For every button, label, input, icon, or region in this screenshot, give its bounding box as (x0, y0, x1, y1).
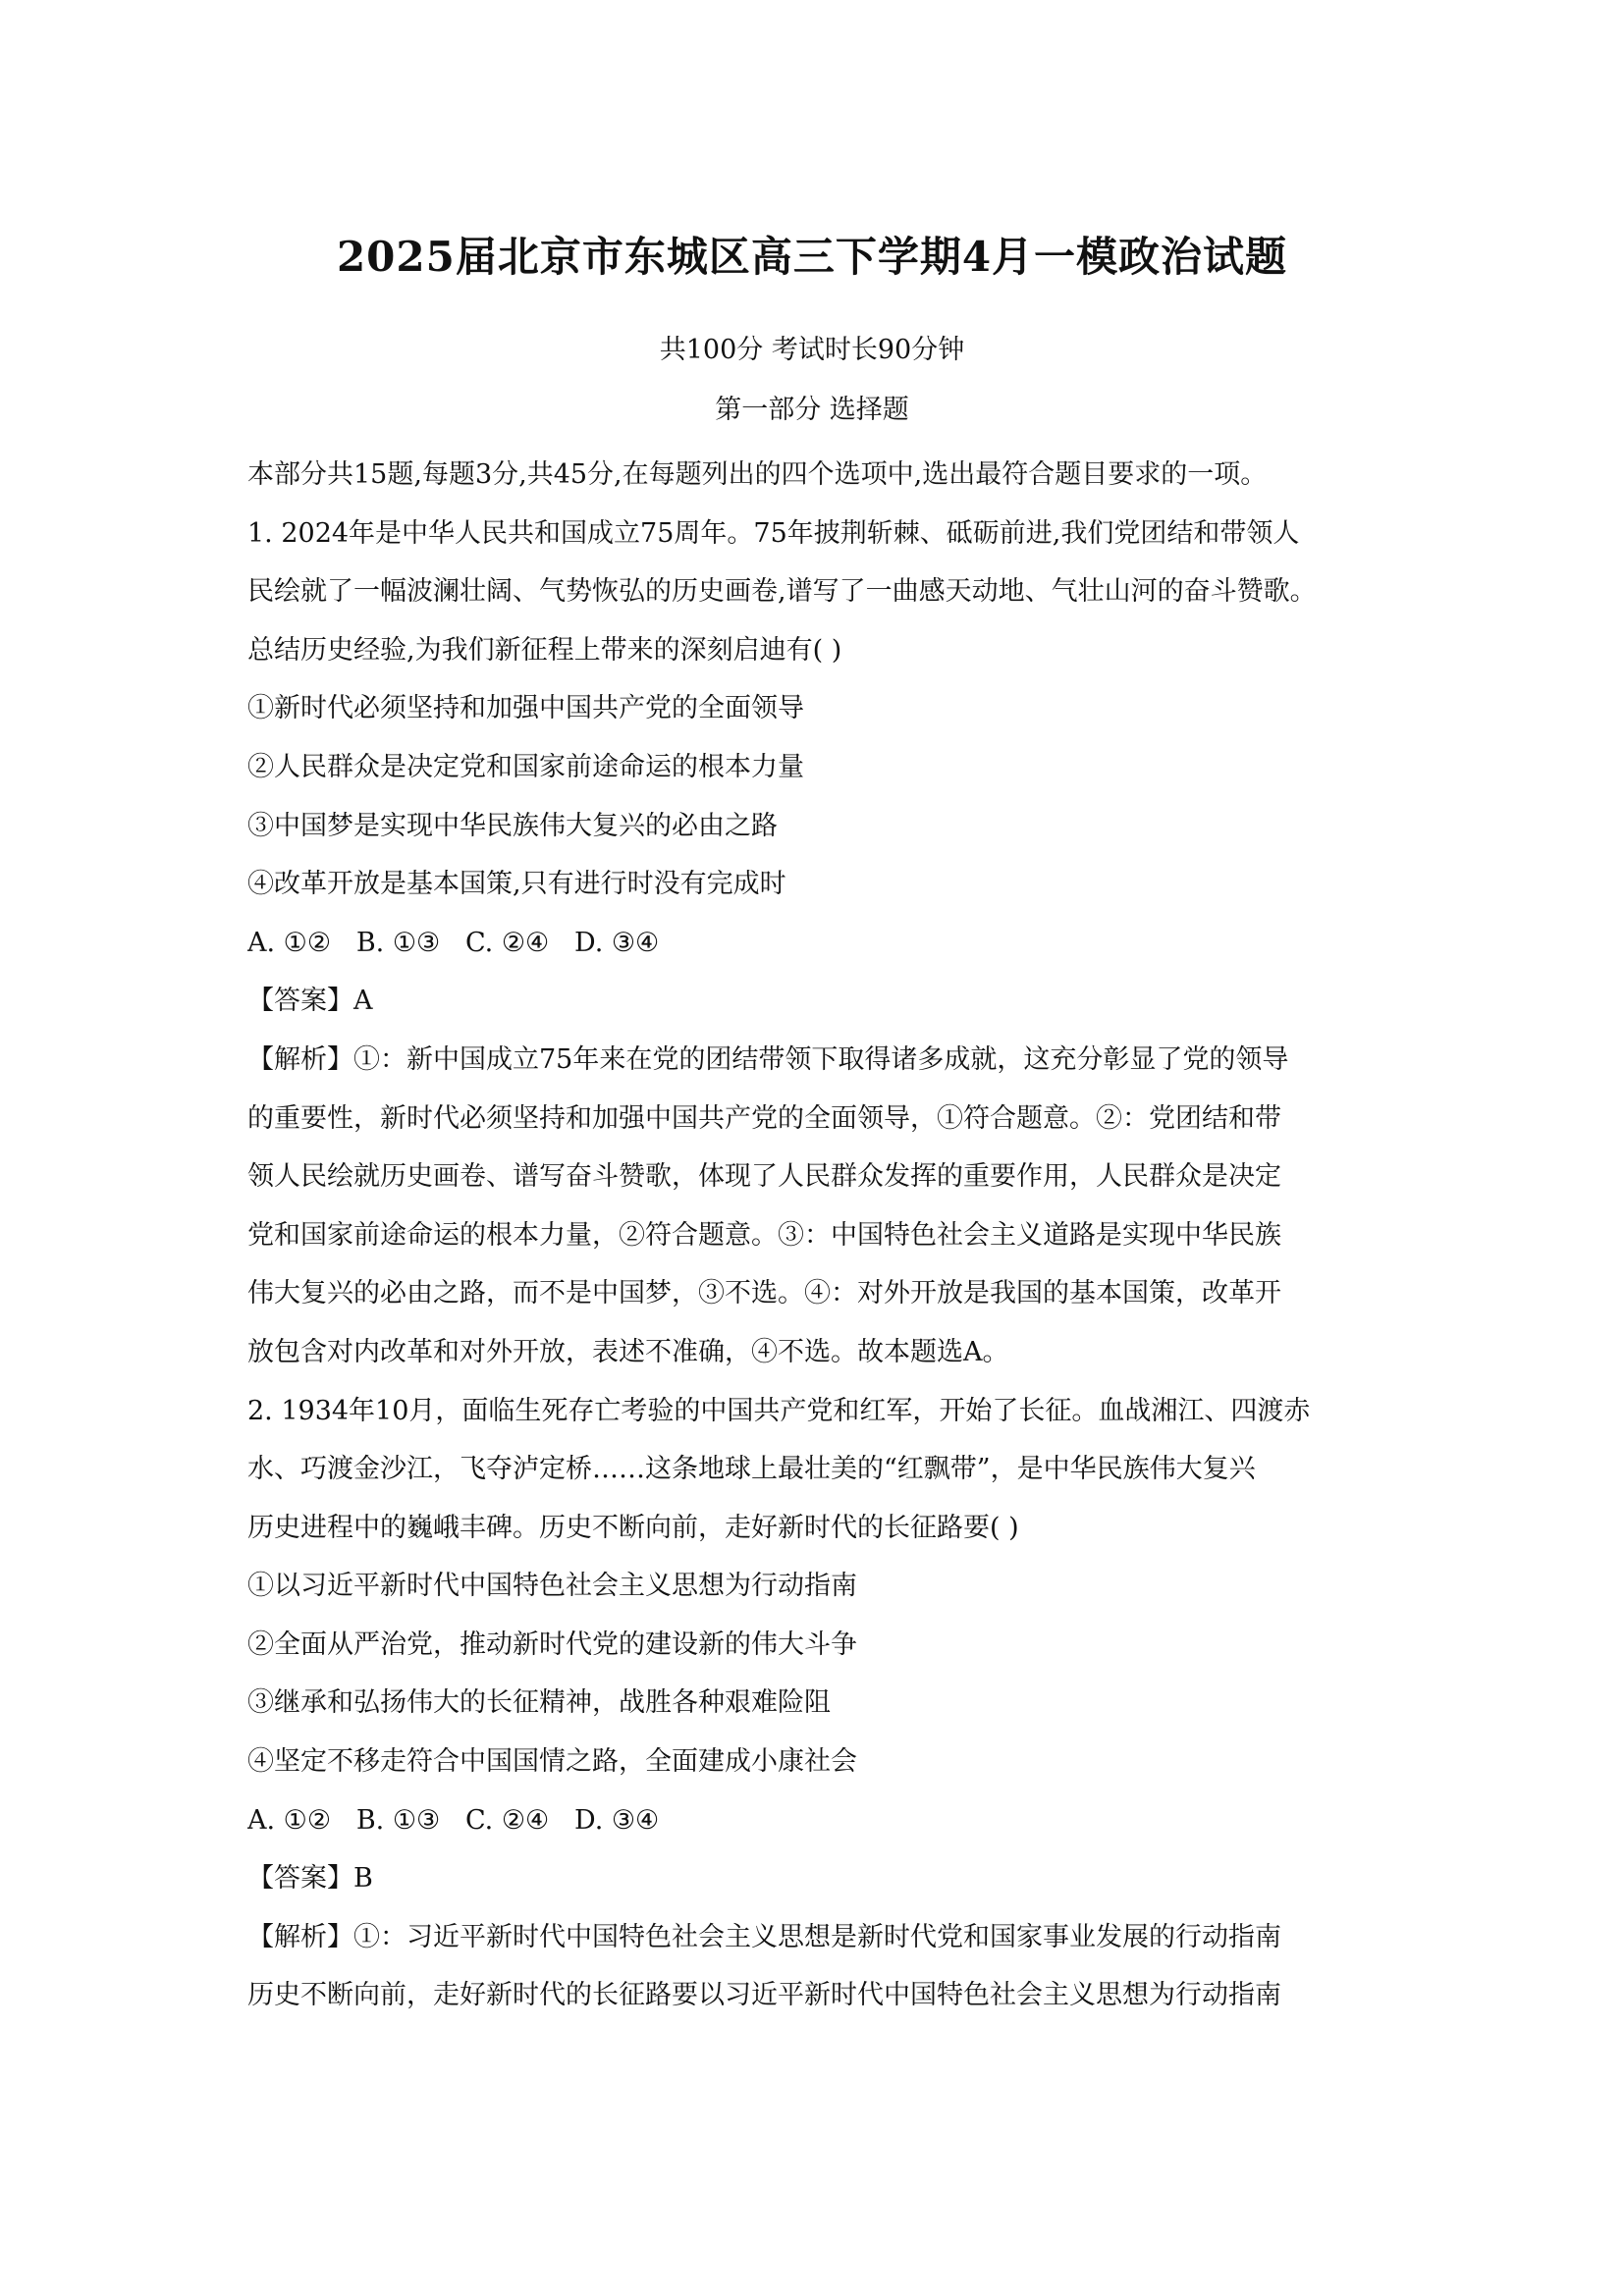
instruction-text: 本部分共15题,每题3分,共45分,在每题列出的四个选项中,选出最符合题目要求的一项。 (247, 459, 1268, 490)
q2-answer: 【答案】B (247, 1863, 373, 1895)
q2-stem-line: 历史进程中的巍峨丰碑。历史不断向前，走好新时代的长征路要( ) (247, 1512, 1019, 1543)
q2-item: ③继承和弘扬伟大的长征精神，战胜各种艰难险阻 (247, 1687, 831, 1719)
q1-analysis-line: 的重要性，新时代必须坚持和加强中国共产党的全面领导，①符合题意。②：党团结和带 (247, 1102, 1281, 1134)
exam-info: 共100分 考试时长90分钟 (659, 335, 965, 365)
exam-title: 2025届北京市东城区高三下学期4月一模政治试题 (336, 233, 1288, 281)
q1-item: ①新时代必须坚持和加强中国共产党的全面领导 (247, 693, 804, 724)
q1-item: ④改革开放是基本国策,只有进行时没有完成时 (247, 869, 786, 900)
q1-item: ③中国梦是实现中华民族伟大复兴的必由之路 (247, 810, 778, 841)
q1-answer: 【答案】A (247, 986, 373, 1017)
q1-analysis-line: 党和国家前途命运的根本力量，②符合题意。③：中国特色社会主义道路是实现中华民族 (247, 1219, 1281, 1251)
q2-item: ②全面从严治党，推动新时代党的建设新的伟大斗争 (247, 1629, 857, 1660)
q1-analysis-line: 领人民绘就历史画卷、谱写奋斗赞歌，体现了人民群众发挥的重要作用，人民群众是决定 (247, 1161, 1281, 1193)
q2-options: A. ①② B. ①③ C. ②④ D. ③④ (247, 1804, 660, 1836)
q2-item: ①以习近平新时代中国特色社会主义思想为行动指南 (247, 1571, 857, 1602)
q2-stem-line: 水、巧渡金沙江，飞夺泸定桥……这条地球上最壮美的“红飘带”，是中华民族伟大复兴 (247, 1454, 1256, 1485)
exam-content (247, 446, 1386, 2025)
q2-analysis-line: 历史不断向前，走好新时代的长征路要以习近平新时代中国特色社会主义思想为行动指南 (247, 1980, 1281, 2011)
q1-stem-line: 1. 2024年是中华人民共和国成立75周年。75年披荆斩棘、砥砺前进,我们党团结和带领人 (247, 517, 1300, 549)
section-heading: 第一部分 选择题 (715, 395, 909, 425)
q1-stem-line: 总结历史经验,为我们新征程上带来的深刻启迪有( ) (247, 634, 842, 666)
q1-analysis-line: 【解析】①：新中国成立75年来在党的团结带领下取得诸多成就，这充分彰显了党的领导 (247, 1043, 1289, 1075)
q2-item: ④坚定不移走符合中国国情之路，全面建成小康社会 (247, 1746, 857, 1778)
q2-analysis-line: 【解析】①：习近平新时代中国特色社会主义思想是新时代党和国家事业发展的行动指南 (247, 1921, 1281, 1952)
q1-item: ②人民群众是决定党和国家前途命运的根本力量 (247, 751, 804, 782)
q1-analysis-line: 伟大复兴的必由之路，而不是中国梦，③不选。④：对外开放是我国的基本国策，改革开 (247, 1278, 1281, 1309)
q1-stem-line: 民绘就了一幅波澜壮阔、气势恢弘的历史画卷,谱写了一曲感天动地、气壮山河的奋斗赞歌。 (247, 576, 1317, 608)
q1-options: A. ①② B. ①③ C. ②④ D. ③④ (247, 927, 660, 958)
q2-stem-line: 2. 1934年10月，面临生死存亡考验的中国共产党和红军，开始了长征。血战湘江、四渡赤 (247, 1395, 1311, 1426)
q1-analysis-line: 放包含对内改革和对外开放，表述不准确，④不选。故本题选A。 (247, 1336, 1009, 1367)
